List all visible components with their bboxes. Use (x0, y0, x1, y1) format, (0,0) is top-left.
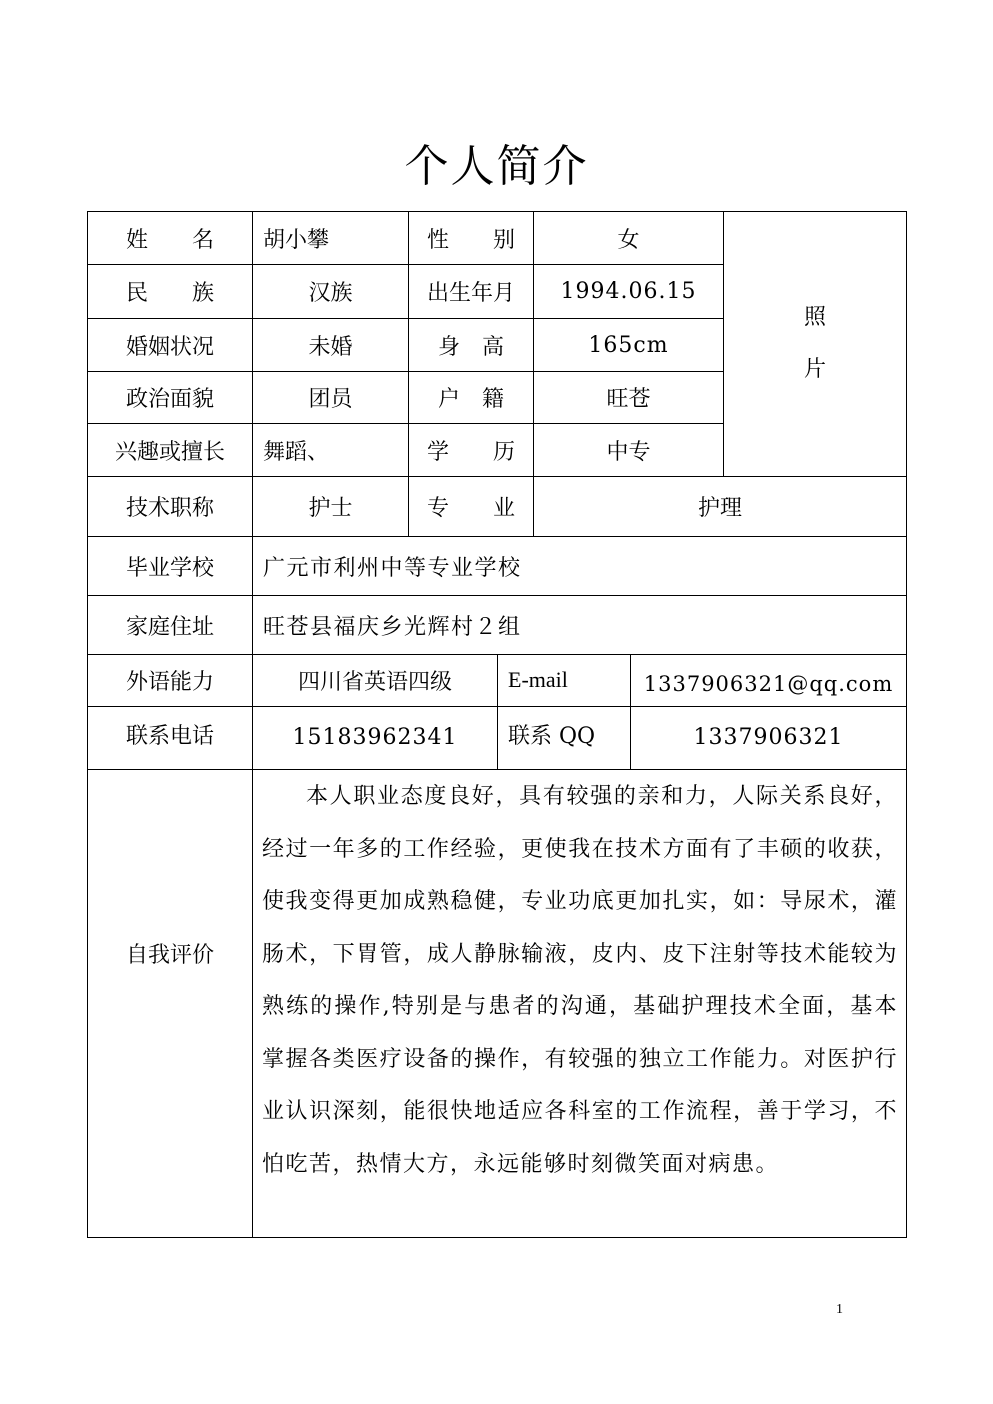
marital-value: 未婚 (308, 334, 353, 360)
ethnic-value: 汉族 (308, 281, 353, 306)
education-label: 学 历 (426, 439, 515, 465)
photo-label-line1: 照 (803, 305, 826, 330)
email-label: E-mail (508, 667, 568, 692)
email-value: 1337906321@qq.com (643, 671, 894, 696)
self-eval-text: 本人职业态度良好，具有较强的亲和力，人际关系良好，经过一年多的工作经验，更使我在技术方面有了丰硕的收获，使我变得更加成熟稳健，专业功底更加扎实，如：导尿术，灌肠术，下胃管，成人静脉输液，皮内、皮下注射等技术能较为熟练的操作,特别是与患者的沟通，基础护理技术全面，基本掌握各类医疗设备的操作，有较强的独立工作能力。对医护行业认识深刻，能很快地适应各科室的工作流程，善于学习，不怕吃苦，热情大方，永远能够时刻微笑面对病患。 (262, 784, 898, 1177)
hukou-value: 旺苍 (606, 387, 651, 412)
marital-label: 婚姻状况 (125, 334, 214, 360)
phone-value: 15183962341 (292, 725, 458, 750)
school-value: 广元市利州中等专业学校 (263, 555, 522, 581)
address-label: 家庭住址 (125, 614, 214, 640)
birth-label: 出生年月 (426, 281, 515, 306)
political-value: 团员 (308, 387, 353, 412)
birth-value: 1994.06.15 (560, 279, 697, 304)
tech-title-label: 技术职称 (125, 496, 214, 521)
hobby-label: 兴趣或擅长 (114, 439, 225, 465)
major-label: 专 业 (426, 496, 515, 521)
qq-value: 1337906321 (693, 725, 844, 750)
language-value: 四川省英语四级 (297, 670, 452, 695)
phone-label: 联系电话 (125, 724, 214, 749)
height-label: 身 高 (437, 334, 504, 360)
self-eval-label: 自我评价 (125, 942, 214, 968)
gender-value: 女 (617, 227, 640, 253)
tech-title-value: 护士 (308, 496, 353, 521)
hukou-label: 户 籍 (437, 387, 504, 412)
political-label: 政治面貌 (125, 387, 214, 412)
school-label: 毕业学校 (125, 555, 214, 581)
name-value: 胡小攀 (263, 227, 330, 253)
ethnic-label: 民 族 (125, 281, 214, 306)
education-value: 中专 (606, 439, 651, 465)
gender-label: 性 别 (426, 227, 515, 253)
photo-placeholder (724, 212, 906, 476)
address-value: 旺苍县福庆乡光辉村２组 (263, 614, 522, 640)
table-border-bottom (87, 1237, 907, 1238)
table-border-right (906, 211, 907, 1238)
qq-label: 联系 QQ (508, 724, 596, 749)
major-value: 护理 (697, 496, 742, 521)
hobby-value: 舞蹈、 (263, 439, 330, 465)
language-label: 外语能力 (125, 670, 214, 695)
photo-label-line2: 片 (803, 357, 826, 382)
page-number: 1 (836, 1302, 843, 1317)
name-label: 姓 名 (125, 227, 214, 253)
height-value: 165cm (588, 332, 669, 358)
page-title: 个人简介 (404, 141, 589, 192)
